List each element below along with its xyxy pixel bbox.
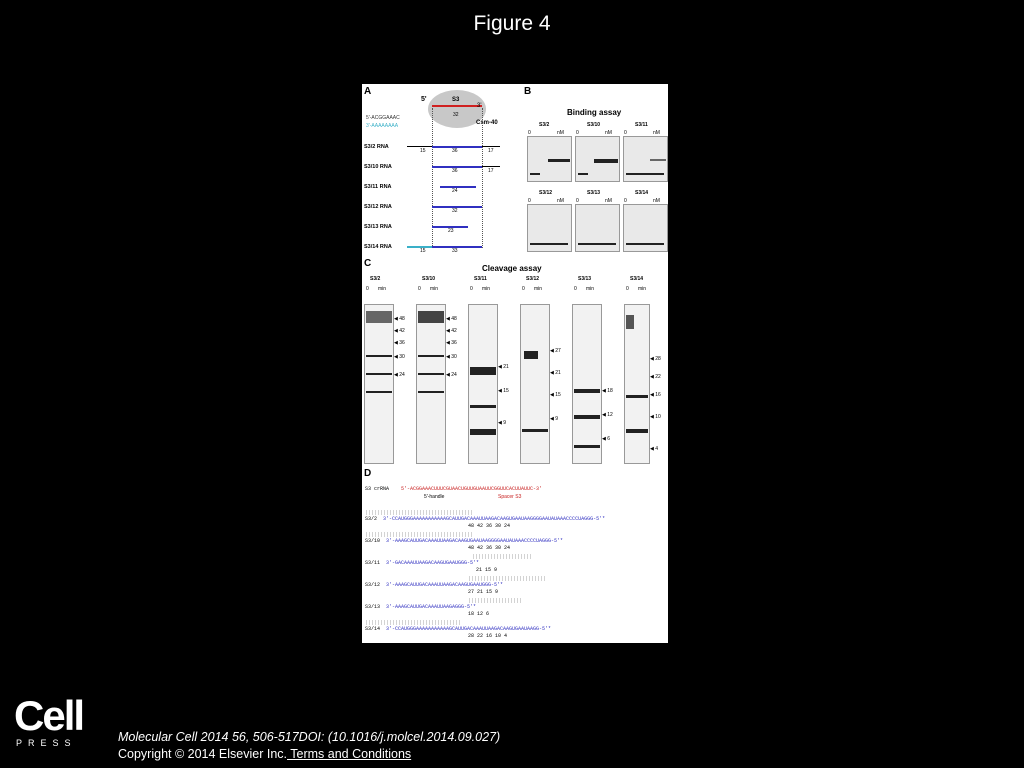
size-marker: ◀ 9 (498, 420, 507, 426)
binding-gel (527, 122, 572, 182)
five-prime-label: 5' (421, 96, 427, 103)
unit-label: min (482, 286, 491, 292)
cut-sites: 27 21 15 9 (468, 589, 499, 595)
row-name: S3/13 (365, 604, 381, 610)
binding-assay-title: Binding assay (567, 108, 622, 117)
logo-word: Cell (14, 692, 84, 739)
size-marker: ◀ 48 (394, 316, 405, 322)
target-mid-len: 32 (452, 208, 458, 214)
size-marker: ◀ 18 (602, 388, 613, 394)
zero-label: 0 (624, 130, 627, 136)
cleavage-gel-label: S3/10 (422, 276, 436, 282)
binding-gel (623, 190, 668, 252)
alignment-row: |||||||||||||||||||||||||| S3/12 3'-AAAGCAUUGACAAAUUAAGACAAGUGAAUGGG-5'* 27 21 15 9 (365, 576, 547, 595)
size-marker: ◀ 21 (550, 370, 561, 376)
row-sequence: 3'-CCAUGGGAAAAAAAAAAAGCAUUGACAAAUUAAGACAAGUGAAUAAGGGGAAUAUAAACCCCUAGGG-5'* (383, 516, 606, 522)
binding-gel-label: S3/11 (635, 122, 648, 128)
cleavage-gel-label: S3/2 (370, 276, 381, 282)
alignment-row: |||||||||||||||||||||||||||||||||||| S3/10 3'-AAAGCAUUGACAAAUUAAGACAAGUGAAUAAGGGGAAUAUAAACCCCUAGGG-5'* 48 42 36 30 24 (365, 532, 564, 551)
copyright-line (118, 747, 411, 761)
alignment-row: |||||||||||||||||||||||||||||||| S3/14 3'-CCAUGGGAAAAAAAAAAAGCAUUGACAAAUUAAGACAAGUGAAUAAGG-5'* 28 22 16 10 4 (365, 620, 552, 639)
binding-gel (575, 190, 620, 252)
crrna-5p-handle: 5'-ACGGAAAC (366, 115, 400, 121)
gel-lane-area (623, 204, 668, 252)
size-marker: ◀ 30 (446, 354, 457, 360)
gel-lane-area (527, 136, 572, 182)
panel-c-label: C (364, 258, 372, 269)
row-sequence: 3'-AAAGCAUUGACAAAUUAAGAGGG-5'* (386, 604, 477, 610)
unit-label: min (638, 286, 647, 292)
target-row (362, 196, 522, 216)
binding-gel (527, 190, 572, 252)
unit-label: min (534, 286, 543, 292)
zero-label: 0 (522, 286, 525, 292)
target-mid-len: 36 (452, 148, 458, 154)
zero-label: 0 (528, 130, 531, 136)
target-mid-len: 24 (452, 188, 458, 194)
crrna-label: S3 crRNA (365, 486, 390, 492)
size-marker: ◀ 48 (446, 316, 457, 322)
target-mid-len: 36 (452, 168, 458, 174)
cleavage-gel (416, 276, 466, 466)
row-sequence: 3'-AAAGCAUUGACAAAUUAAGACAAGUGAAUAAGGGGAAUAUAAACCCCUAGGG-5'* (386, 538, 564, 544)
cut-sites: 21 15 9 (476, 567, 498, 573)
cut-sites: 18 12 6 (468, 611, 490, 617)
binding-gel-label: S3/2 (539, 122, 550, 128)
row-name: S3/14 (365, 626, 381, 632)
unit-label: nM (605, 130, 612, 136)
gel-lane-area (364, 304, 394, 464)
unit-label: nM (653, 198, 660, 204)
row-name: S3/2 (365, 516, 378, 522)
size-marker: ◀ 22 (650, 374, 661, 380)
crrna-row (365, 486, 542, 492)
target-row (362, 176, 522, 196)
cleavage-gel-label: S3/11 (474, 276, 487, 282)
gel-lane-area (624, 304, 650, 464)
row-sequence: 3'-CCAUGGGAAAAAAAAAAAGCAUUGACAAAUUAAGACAAGUGAAUAAGG-5'* (386, 626, 552, 632)
size-marker: ◀ 24 (446, 372, 457, 378)
zero-label: 0 (366, 286, 369, 292)
spacer-length: 32 (453, 112, 459, 118)
zero-label: 0 (576, 198, 579, 204)
cut-sites: 48 42 36 30 24 (468, 545, 511, 551)
zero-label: 0 (576, 130, 579, 136)
target-left-len: 15 (420, 148, 426, 154)
panel-a-label: A (364, 86, 372, 97)
gel-lane-area (416, 304, 446, 464)
target-row (362, 236, 522, 256)
size-marker: ◀ 36 (394, 340, 405, 346)
cleavage-gel-label: S3/12 (526, 276, 540, 282)
row-sequence: 3'-GACAAAUUAAGACAAGUGAAUGGG-5'* (386, 560, 480, 566)
alignment-row: |||||||||||||||||||| S3/11 3'-GACAAAUUAAGACAAGUGAAUGGG-5'* 21 15 9 (365, 554, 533, 573)
target-row (362, 136, 522, 156)
unit-label: nM (557, 198, 564, 204)
target-mid-len: 23 (448, 228, 454, 234)
spacer-label: S3 (452, 97, 460, 103)
slide-title: Figure 4 (473, 12, 551, 35)
target-right-len: 17 (488, 168, 494, 174)
target-name: S3/14 RNA (364, 244, 392, 250)
target-left-len: 15 (420, 248, 426, 254)
size-marker: ◀ 4 (650, 446, 659, 452)
size-marker: ◀ 42 (394, 328, 405, 334)
binding-gel-label: S3/14 (635, 190, 649, 196)
gel-lane-area (572, 304, 602, 464)
size-marker: ◀ 36 (446, 340, 457, 346)
zero-label: 0 (470, 286, 473, 292)
cleavage-gel (520, 276, 570, 466)
cleavage-gel (364, 276, 414, 466)
zero-label: 0 (418, 286, 421, 292)
gel-lane-area (520, 304, 550, 464)
binding-gel (623, 122, 668, 182)
target-name: S3/2 RNA (364, 144, 389, 150)
citation-text: Molecular Cell 2014 56, 506-517DOI: (10.1016/j.molcel.2014.09.027) (118, 730, 501, 744)
gel-lane-area (468, 304, 498, 464)
cleavage-gel (468, 276, 518, 466)
cleavage-gel-label: S3/14 (630, 276, 644, 282)
gel-lane-area (575, 204, 620, 252)
target-name: S3/12 RNA (364, 204, 392, 210)
target-right-len: 17 (488, 148, 494, 154)
gel-lane-area (575, 136, 620, 182)
target-row (362, 156, 522, 176)
target-mid-len: 33 (452, 248, 458, 254)
size-marker: ◀ 9 (550, 416, 559, 422)
cleavage-assay-title: Cleavage assay (482, 264, 542, 273)
binding-gel-label: S3/10 (587, 122, 601, 128)
size-marker: ◀ 30 (394, 354, 405, 360)
size-marker: ◀ 10 (650, 414, 661, 420)
binding-gel-label: S3/13 (587, 190, 601, 196)
cut-sites: 28 22 16 10 4 (468, 633, 508, 639)
terms-link[interactable]: Terms and Conditions (287, 747, 412, 761)
size-marker: ◀ 21 (498, 364, 509, 370)
size-marker: ◀ 27 (550, 348, 561, 354)
row-sequence: 3'-AAAGCAUUGACAAAUUAAGACAAGUGAAUGGG-5'* (386, 582, 504, 588)
csm-label: Csm-40 (476, 120, 498, 126)
size-marker: ◀ 6 (602, 436, 611, 442)
cleavage-gel (624, 276, 668, 466)
logo-press: PRESS (16, 738, 77, 748)
target-name: S3/10 RNA (364, 164, 392, 170)
zero-label: 0 (574, 286, 577, 292)
alignment-row: |||||||||||||||||||||||||||||||||||| S3/2 3'-CCAUGGGAAAAAAAAAAAGCAUUGACAAAUUAAGACAAGUGAAUAAGGGGAAUAUAAACCCCUAGGG-5'* 48 42 36 30 24 (365, 510, 606, 529)
unit-label: nM (653, 130, 660, 136)
gel-lane-area (527, 204, 572, 252)
unit-label: min (586, 286, 595, 292)
size-marker: ◀ 42 (446, 328, 457, 334)
unit-label: nM (605, 198, 612, 204)
size-marker: ◀ 16 (650, 392, 661, 398)
unit-label: min (430, 286, 439, 292)
panel-d-label: D (364, 468, 372, 479)
unit-label: min (378, 286, 387, 292)
size-marker: ◀ 15 (550, 392, 561, 398)
size-marker: ◀ 12 (602, 412, 613, 418)
zero-label: 0 (626, 286, 629, 292)
target-row (362, 216, 522, 236)
zero-label: 0 (528, 198, 531, 204)
cut-sites: 48 42 36 30 24 (468, 523, 511, 529)
crrna-sequence: 5'-ACGGAAACUUUCGUAACUGUUGUAAUUCGGUUCACUUAUUC-3' (401, 486, 543, 492)
spacer-s3-label: Spacer S3 (498, 494, 522, 500)
row-name: S3/12 (365, 582, 381, 588)
figure-image (362, 84, 668, 643)
gel-lane-area (623, 136, 668, 182)
spacer-bar (432, 105, 482, 107)
binding-gel (575, 122, 620, 182)
row-name: S3/11 (365, 560, 381, 566)
target-name: S3/13 RNA (364, 224, 392, 230)
panel-b-label: B (524, 86, 532, 97)
binding-gel-label: S3/12 (539, 190, 553, 196)
crrna-3p-tail: 3'-AAAAAAAA (366, 123, 399, 129)
cleavage-gel (572, 276, 622, 466)
cell-press-logo (14, 692, 84, 752)
handle-label: 5'-handle (424, 494, 445, 500)
size-marker: ◀ 24 (394, 372, 405, 378)
alignment-row: |||||||||||||||||| S3/13 3'-AAAGCAUUGACAAAUUAAGAGGG-5'* 18 12 6 (365, 598, 523, 617)
unit-label: nM (557, 130, 564, 136)
cleavage-gel-label: S3/13 (578, 276, 592, 282)
three-prime-label: 3' (477, 103, 482, 109)
size-marker: ◀ 15 (498, 388, 509, 394)
target-name: S3/11 RNA (364, 184, 392, 190)
row-name: S3/10 (365, 538, 381, 544)
copyright-text: Copyright © 2014 Elsevier Inc. (118, 747, 288, 761)
zero-label: 0 (624, 198, 627, 204)
size-marker: ◀ 28 (650, 356, 661, 362)
